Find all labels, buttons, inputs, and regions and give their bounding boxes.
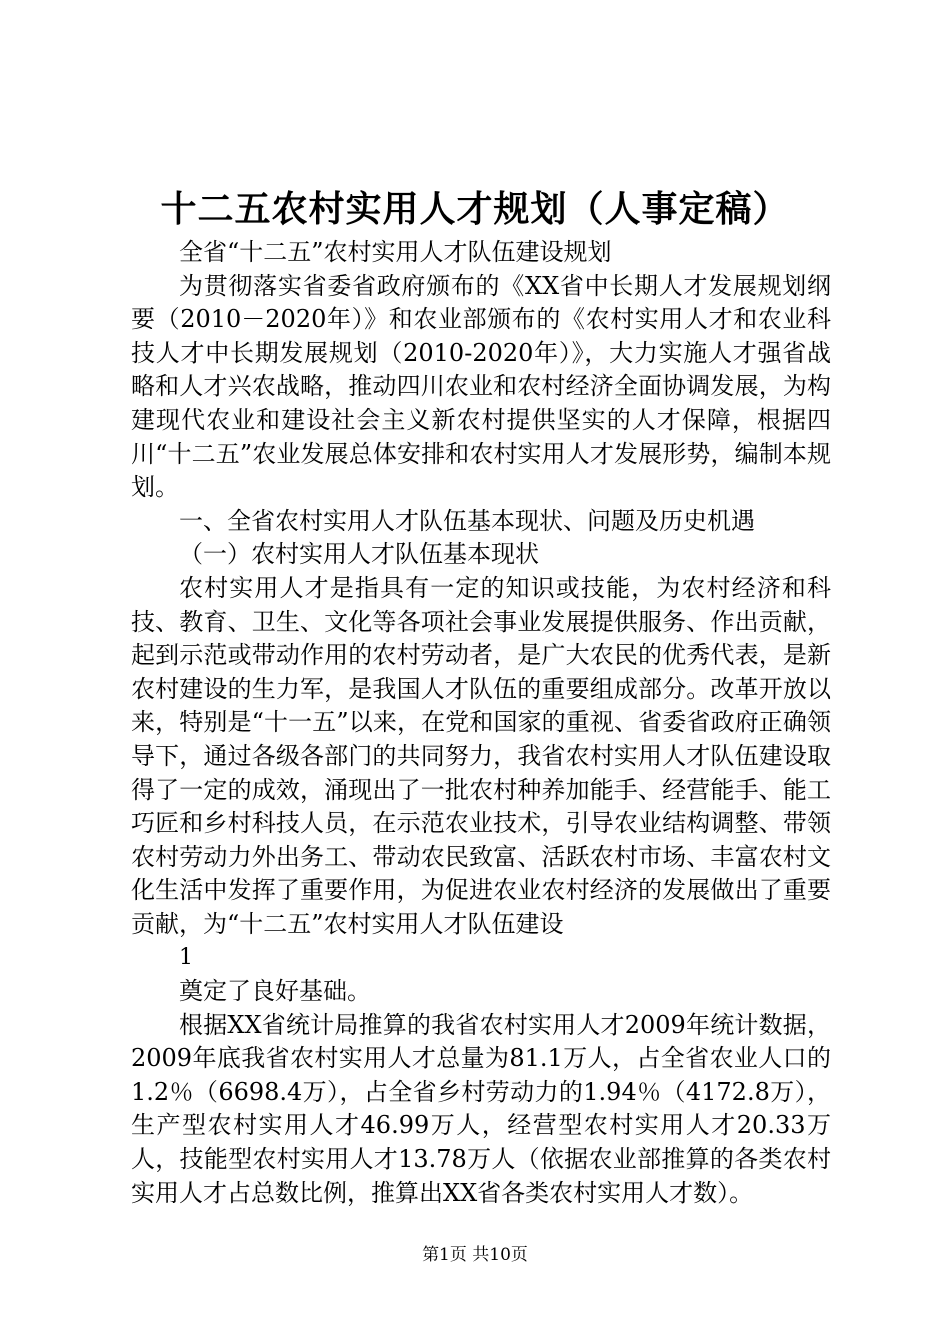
status-paragraph: 农村实用人才是指具有一定的知识或技能，为农村经济和科技、教育、卫生、文化等各项社会事业发展提供服务、作出贡献，起到示范或带动作用的农村劳动者，是广大农民的优秀代表，是新农村建设的生力军，是我国人才队伍的重要组成部分。改革开放以来，特别是“十一五”以来，在党和国家的重视、省委省政府正确领导下，通过各级各部门的共同努力，我省农村实用人才队伍建设取得了一定的成效，涌现出了一批农村种养加能手、经营能手、能工巧匠和乡村科技人员，在示范农业技术，引导农业结构调整、带领农村劳动力外出务工、带动农民致富、活跃农村市场、丰富农村文化生活中发挥了重要作用，为促进农业农村经济的发展做出了重要贡献，为“十二五”农村实用人才队伍建设 — [131, 573, 831, 938]
inline-page-number: 1 — [179, 945, 193, 971]
continuation-line: 奠定了良好基础。 — [179, 977, 371, 1006]
document-title: 十二五农村实用人才规划（人事定稿） — [160, 188, 790, 230]
subsection-heading: （一）农村实用人才队伍基本现状 — [179, 540, 539, 569]
intro-paragraph: 为贯彻落实省委省政府颁布的《XX省中长期人才发展规划纲要（2010－2020年）》和农业部颁布的《农村实用人才和农业科技人才中长期发展规划（2010-2020年）》，大力实施人才强省战略和人才兴农战略，推动四川农业和农村经济全面协调发展，为构建现代农业和建设社会主义新农村提供坚实的人才保障，根据四川“十二五”农业发展总体安排和农村实用人才发展形势，编制本规划。 — [131, 271, 831, 502]
plan-heading: 全省“十二五”农村实用人才队伍建设规划 — [179, 238, 612, 266]
section-heading: 一、全省农村实用人才队伍基本现状、问题及历史机遇 — [179, 506, 755, 535]
statistics-paragraph: 根据XX省统计局推算的我省农村实用人才2009年统计数据，2009年底我省农村实用人才总量为81.1万人，占全省农业人口的1.2％（6698.4万），占全省乡村劳动力的1.94％（4172.8万），生产型农村实用人才46.99万人，经营型农村实用人才20.33万人，技能型农村实用人才13.78万人（依据农业部推算的各类农村实用人才占总数比例，推算出XX省各类农村实用人才数）。 — [131, 1010, 831, 1207]
document-body — [131, 236, 831, 1210]
page-footer: 第1页 共10页 — [422, 1245, 528, 1265]
